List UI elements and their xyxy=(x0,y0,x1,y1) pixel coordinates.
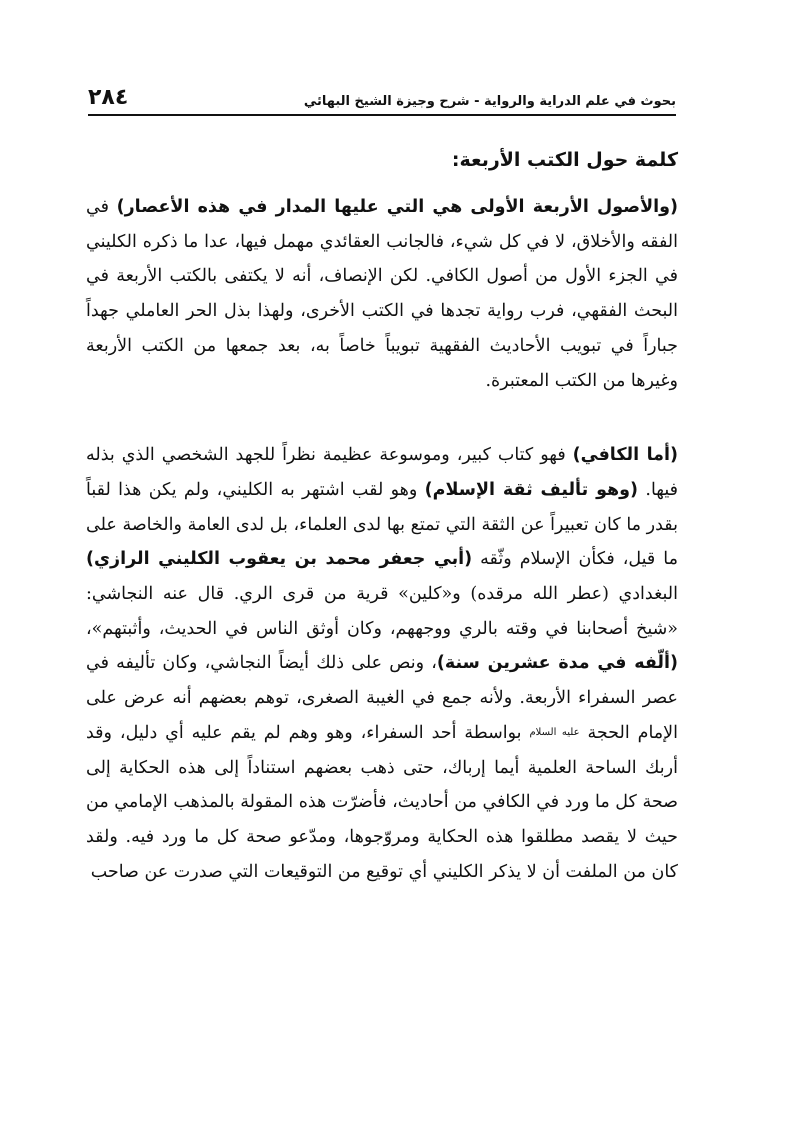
page-body xyxy=(86,142,678,890)
commentary-text: بواسطة أحد السفراء، وهو وهم لم يقم عليه أي دليل، وقد أربك الساحة العلمية أيما إرباك، حتى ذهب بعضهم استناداً إلى هذه الحكاية إلى صحة كل ما ورد في الكافي من أحاديث، فأضرّت هذه المقولة بالمذهب الإمامي من حيث لا يقصد مطلقوا هذه الحكاية ومروّجوها، ومدّعو صحة كل ما ورد فيه. ولقد كان من الملفت أن لا يذكر الكليني أي توقيع من التوقيعات التي صدرت عن صاحب xyxy=(86,722,678,882)
quoted-matn: (وهو تأليف ثقة الإسلام) xyxy=(424,479,639,500)
paragraph-four-books xyxy=(86,190,678,398)
commentary-text: وهو لقب اشتهر به الكليني، ولم يكن هذا لقباً بقدر ما كان تعبيراً عن الثقة التي تمتع بها لدى العلماء، بل لدى العامة والخاصة على ما قيل، فكأن الإسلام وثّقه xyxy=(86,479,678,570)
running-header xyxy=(88,84,676,116)
commentary-text: فهو كتاب كبير، وموسوعة عظيمة نظراً للجهد الشخصي الذي بذله فيها. xyxy=(86,445,678,500)
paragraph-al-kafi xyxy=(86,438,678,889)
quoted-matn: (والأصول الأربعة الأولى هي التي عليها المدار في هذه الأعصار) xyxy=(116,197,678,217)
quoted-matn: (ألّفه في مدة عشرين سنة) xyxy=(436,653,678,674)
commentary-text: البغدادي (عطر الله مرقده) و«كلين» قرية من قرى الري. قال عنه النجاشي: «شيخ أصحابنا في وقته بالري ووجههم، وكان أوثق الناس في الحديث، وأثبتهم»، xyxy=(86,584,678,639)
section-heading: كلمة حول الكتب الأربعة: xyxy=(451,149,678,171)
quoted-matn: (أبي جعفر محمد بن يعقوب الكليني الرازي) xyxy=(86,549,473,570)
running-header-title: بحوث في علم الدراية والرواية - شرح وجيزة الشيخ البهائي xyxy=(303,94,676,109)
quoted-matn: (أما الكافي) xyxy=(572,445,678,466)
honorific-glyph: عليه السلام xyxy=(529,726,580,738)
commentary-text: في الفقه والأخلاق، لا في كل شيء، فالجانب العقائدي مهمل فيها، عدا ما ذكره الكليني في الجزء الأول من أصول الكافي. لكن الإنصاف، أنه لا يكتفى بالكتب الأربعة في البحث الفقهي، فرب رواية تجدها في الكتب الأخرى، ولهذا بذل الحر العاملي جهداً جباراً في تبويب الأحاديث الفقهية تبويباً خاصاً به، بعد جمعها من الكتب الأربعة وغيرها من الكتب المعتبرة. xyxy=(86,197,678,391)
paragraph-spacer xyxy=(86,398,678,438)
commentary-text: ، ونص على ذلك أيضاً النجاشي، وكان تأليفه في عصر السفراء الأربعة. ولأنه جمع في الغيبة الصغرى، توهم بعضهم أنه عرض على الإمام الحجة xyxy=(86,653,678,743)
page-number: ٢٨٤ xyxy=(88,85,129,110)
